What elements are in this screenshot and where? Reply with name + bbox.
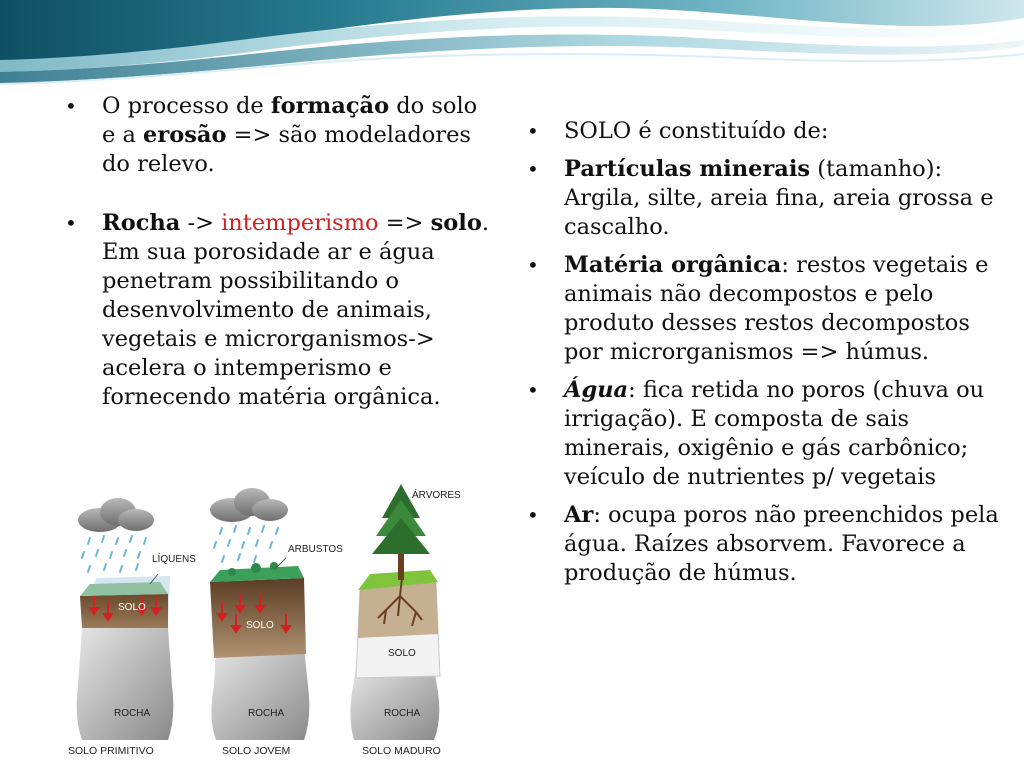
text-fragment: : ocupa poros não preenchidos pela água. Raízes absorvem. Favorece a produção de húmus. bbox=[564, 502, 999, 586]
rock-block bbox=[77, 628, 174, 740]
text-fragment: : restos vegetais e animais não decompostos e pelo produto desses restos decompostos por microrganismos => húmus. bbox=[564, 252, 989, 365]
text-fragment: O processo de bbox=[102, 93, 271, 119]
highlight-intemperismo: intemperismo bbox=[221, 210, 379, 236]
text-fragment: SOLO é constituído de: bbox=[564, 118, 829, 144]
label-solo-2: SOLO bbox=[246, 620, 274, 631]
label-arbustos: ARBUSTOS bbox=[288, 544, 343, 555]
panel-solo-primitivo bbox=[68, 498, 196, 757]
label-liquens: LÍQUENS bbox=[152, 554, 196, 565]
bullet-rock-weathering bbox=[60, 209, 490, 412]
caption-solo-maduro: SOLO MADURO bbox=[362, 745, 441, 757]
lichen-layer bbox=[80, 582, 168, 596]
label-rocha-1: ROCHA bbox=[114, 708, 151, 719]
rock-block bbox=[350, 668, 439, 740]
panel-solo-jovem bbox=[210, 488, 343, 757]
text-fragment: -> bbox=[180, 210, 222, 236]
rain-icon bbox=[214, 526, 278, 562]
emphasis-erosao: erosão bbox=[143, 122, 227, 148]
emphasis-formacao: formação bbox=[270, 93, 390, 119]
bullet-soil-composition bbox=[522, 117, 1002, 146]
right-bullet-list bbox=[522, 117, 1002, 588]
label-solo-3: SOLO bbox=[388, 648, 416, 659]
text-fragment: . Em sua porosidade ar e água penetram possibilitando o desenvolvimento de animais, vegetais e microrganismos-> acelera o intemperismo e fornecendo matéria orgânica. bbox=[102, 210, 489, 410]
emphasis-rocha: Rocha bbox=[102, 210, 181, 236]
text-fragment: : fica retida no poros (chuva ou irrigação). E composta de sais minerais, oxigênio e gás carbônico; veículo de nutrientes p/ vegetais bbox=[564, 377, 985, 490]
label-rocha-2: ROCHA bbox=[248, 708, 285, 719]
label-rocha-3: ROCHA bbox=[384, 708, 421, 719]
text-fragment: => são modeladores do relevo. bbox=[102, 122, 471, 177]
bullet-mineral-particles bbox=[522, 155, 1002, 242]
bullet-organic-matter bbox=[522, 251, 1002, 367]
bullet-soil-formation bbox=[60, 92, 490, 179]
soil-stages-diagram bbox=[60, 478, 490, 764]
caption-solo-jovem: SOLO JOVEM bbox=[222, 745, 291, 757]
label-arvores: ÁRVORES bbox=[412, 490, 461, 501]
text-fragment: => bbox=[378, 210, 431, 236]
cloud-icon bbox=[78, 498, 154, 532]
soil-formation-illustration bbox=[60, 478, 490, 764]
panel-solo-maduro bbox=[350, 484, 461, 757]
left-text-column bbox=[60, 92, 490, 442]
header-wave-decoration bbox=[0, 0, 1024, 90]
emphasis-particulas-minerais: Partículas minerais bbox=[564, 156, 811, 182]
bullet-water bbox=[522, 376, 1002, 492]
caption-solo-primitivo: SOLO PRIMITIVO bbox=[68, 745, 154, 757]
bullet-air bbox=[522, 501, 1002, 588]
emphasis-materia-organica: Matéria orgânica bbox=[564, 252, 782, 278]
label-solo-1: SOLO bbox=[118, 602, 146, 613]
emphasis-agua: Água bbox=[564, 377, 629, 403]
rock-block bbox=[211, 648, 309, 740]
rain-icon bbox=[82, 536, 146, 572]
text-fragment: (tamanho): Argila, silte, areia fina, areia grossa e cascalho. bbox=[564, 156, 994, 240]
left-bullet-list bbox=[60, 92, 490, 412]
right-text-column bbox=[522, 117, 1002, 597]
emphasis-ar: Ar bbox=[564, 502, 594, 528]
emphasis-solo: solo bbox=[430, 210, 482, 236]
cloud-icon bbox=[210, 488, 288, 522]
text-fragment: do solo e a bbox=[102, 93, 478, 148]
